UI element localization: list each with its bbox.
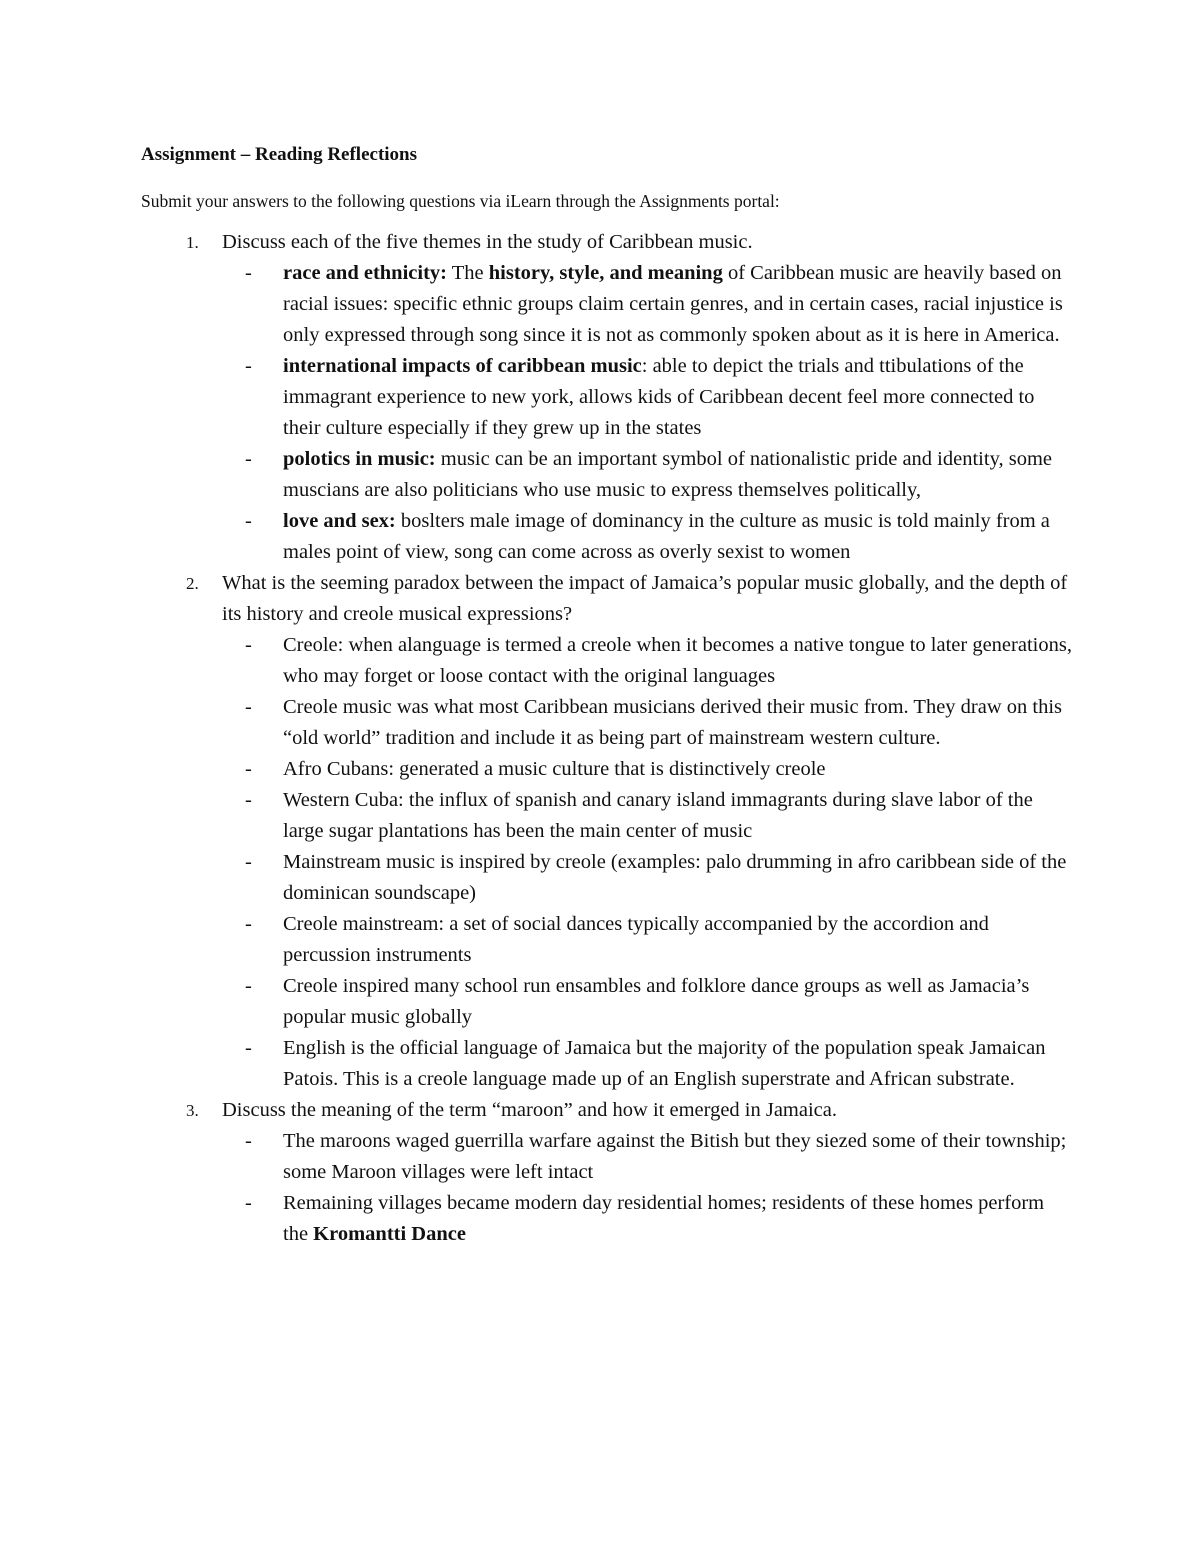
theme-label: love and sex: — [283, 510, 396, 532]
bullet-dash: - — [245, 758, 252, 780]
bullet-text: English is the official language of Jamaica but the majority of the population speak Jamaican Patois. This is a creole language made up of an English superstrate and African substrate. — [283, 1037, 1046, 1090]
bullet-text: Western Cuba: the influx of spanish and canary island immagrants during slave labor of the large sugar plantations has been the main center of music — [283, 789, 1033, 842]
theme-text: music can be an important symbol of nationalistic pride and identity, some muscians are also politicians who use music to express themselves politically, — [283, 448, 1053, 501]
question-2 — [186, 568, 1072, 630]
bullet-dash: - — [245, 262, 252, 284]
answer-bullet — [245, 847, 1073, 909]
bullet-text: Mainstream music is inspired by creole (examples: palo drumming in afro caribbean side of the dominican soundscape) — [283, 851, 1067, 904]
bullet-text: The maroons waged guerrilla warfare against the Bitish but they siezed some of their township; some Maroon villages were left intact — [283, 1130, 1067, 1183]
answer-bullet — [245, 1188, 1073, 1250]
question-number: 2. — [186, 574, 199, 593]
theme-label: race and ethnicity: — [283, 262, 447, 284]
bullet-text: Afro Cubans: generated a music culture that is distinctively creole — [283, 758, 826, 780]
theme-text: The — [446, 262, 489, 284]
theme-emphasis: history, style, and meaning — [488, 262, 723, 284]
bullet-dash: - — [245, 1037, 252, 1059]
answer-bullet — [245, 630, 1073, 692]
question-text: Discuss each of the five themes in the study of Caribbean music. — [222, 231, 753, 253]
answer-bullet — [245, 692, 1073, 754]
bullet-text: Creole music was what most Caribbean musicians derived their music from. They draw on this “old world” tradition and include it as being part of mainstream western culture. — [283, 696, 1063, 749]
question-3 — [186, 1095, 1072, 1126]
theme-love-sex — [245, 506, 1073, 568]
answer-bullet — [245, 785, 1073, 847]
theme-international-impacts — [245, 351, 1073, 444]
answer-bullet — [245, 971, 1073, 1033]
bullet-dash: - — [245, 1192, 252, 1214]
theme-text: of Caribbean music are heavily based on racial issues: specific ethnic groups claim certain genres, and in certain cases, racial injustice is only expressed through song since it is not as commonly spoken about as it is here in America. — [283, 262, 1063, 346]
bullet-dash: - — [245, 696, 252, 718]
theme-race-ethnicity — [245, 258, 1073, 351]
theme-label: polotics in music: — [283, 448, 436, 470]
question-number: 3. — [186, 1101, 199, 1120]
bullet-dash: - — [245, 913, 252, 935]
question-number: 1. — [186, 233, 199, 252]
question-text: What is the seeming paradox between the impact of Jamaica’s popular music globally, and the depth of its history and creole musical expressions? — [222, 572, 1068, 625]
bullet-dash: - — [245, 634, 252, 656]
question-1 — [186, 227, 1072, 258]
document-title: Assignment – Reading Reflections — [141, 144, 418, 165]
theme-text: boslters male image of dominancy in the culture as music is told mainly from a males point of view, song can come across as overly sexist to women — [283, 510, 1050, 563]
bullet-text: Remaining villages became modern day residential homes; residents of these homes perform the — [283, 1192, 1045, 1245]
theme-politics — [245, 444, 1073, 506]
answer-bullet — [245, 909, 1073, 971]
question-text: Discuss the meaning of the term “maroon” and how it emerged in Jamaica. — [222, 1099, 837, 1121]
bullet-dash: - — [245, 448, 252, 470]
bullet-text: Creole: when alanguage is termed a creole when it becomes a native tongue to later generations, who may forget or loose contact with the original languages — [283, 634, 1072, 687]
theme-text: : able to depict the trials and ttibulations of the immagrant experience to new york, allows kids of Caribbean decent feel more connected to their culture especially if they grew up in the states — [283, 355, 1035, 439]
bullet-dash: - — [245, 851, 252, 873]
intro-text: Submit your answers to the following questions via iLearn through the Assignments portal: — [141, 191, 780, 211]
bullet-dash: - — [245, 789, 252, 811]
kromantti-dance-term: Kromantti Dance — [313, 1223, 466, 1245]
bullet-dash: - — [245, 1130, 252, 1152]
answer-bullet — [245, 754, 1073, 785]
question-list — [0, 227, 1200, 1250]
bullet-text: Creole inspired many school run ensambles and folklore dance groups as well as Jamacia’s popular music globally — [283, 975, 1030, 1028]
bullet-dash: - — [245, 975, 252, 997]
bullet-dash: - — [245, 355, 252, 377]
answer-bullet — [245, 1033, 1073, 1095]
theme-label: international impacts of caribbean music — [283, 355, 642, 377]
bullet-dash: - — [245, 510, 252, 532]
bullet-text: Creole mainstream: a set of social dances typically accompanied by the accordion and percussion instruments — [283, 913, 989, 966]
answer-bullet — [245, 1126, 1073, 1188]
